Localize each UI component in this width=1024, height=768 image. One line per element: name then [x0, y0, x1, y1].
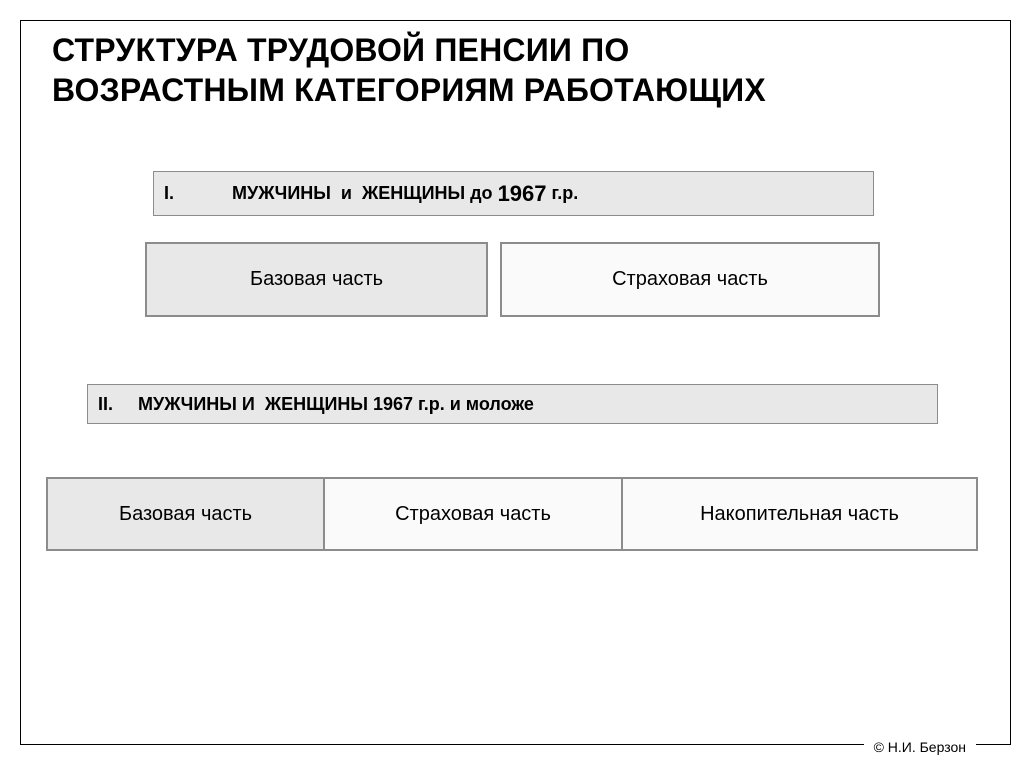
group-2-base-part-box [48, 479, 325, 549]
group-2-parts-row [46, 477, 978, 551]
group-1-insurance-part-box [500, 242, 880, 317]
group-2-funded-part-box [623, 479, 976, 549]
group-1-header [153, 171, 874, 216]
group-1-base-part-box [145, 242, 488, 317]
slide-frame [20, 20, 1011, 745]
group-2-label: МУЖЧИНЫ И ЖЕНЩИНЫ 1967 г.р. и моложе [138, 393, 534, 414]
group-1-insurance-part-label: Страховая часть [612, 268, 768, 290]
copyright-text: © Н.И. Берзон [864, 738, 976, 756]
group-2-base-part-label: Базовая часть [118, 502, 253, 525]
group-1-base-part-label: Базовая часть [249, 268, 384, 290]
group-2-numeral: II. [98, 393, 114, 414]
slide-title [52, 30, 972, 110]
group-2-funded-part-label: Накопительная часть [700, 502, 899, 525]
group-2-header [87, 384, 938, 424]
group-1-suffix: г.р. [546, 183, 579, 203]
title-line-1: СТРУКТУРА ТРУДОВОЙ ПЕНСИИ ПО [52, 32, 630, 68]
group-2-insurance-part-label: Страховая часть [395, 502, 551, 525]
group-1-year: 1967 [497, 180, 547, 206]
group-1-label: МУЖЧИНЫ и ЖЕНЩИНЫ до [232, 183, 498, 203]
group-1-numeral: I. [164, 183, 175, 203]
title-line-2: ВОЗРАСТНЫМ КАТЕГОРИЯМ РАБОТАЮЩИХ [52, 72, 766, 108]
group-2-insurance-part-box [325, 479, 623, 549]
